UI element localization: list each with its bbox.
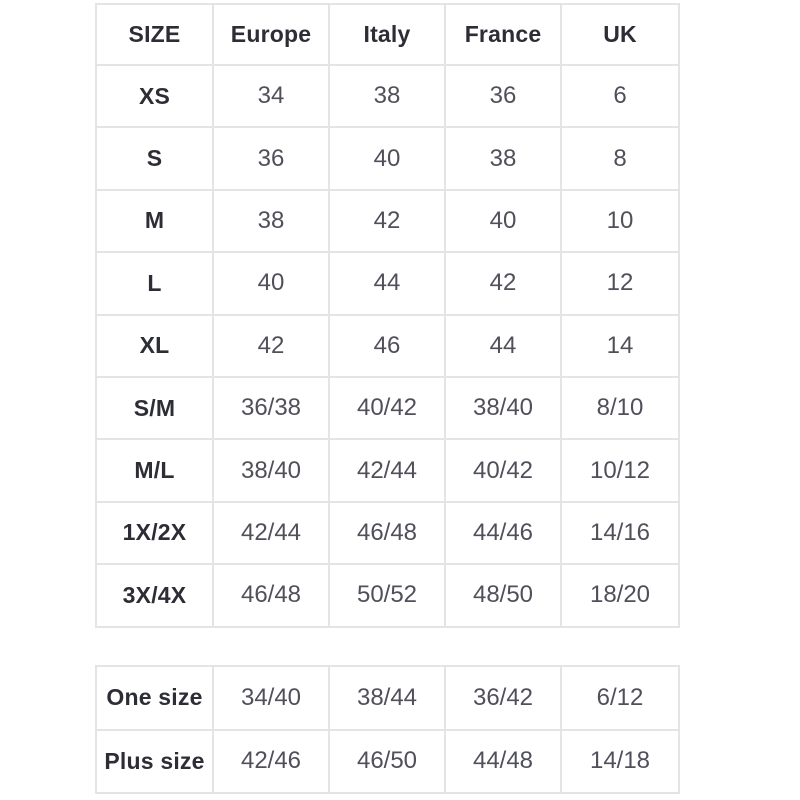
size-table-body bbox=[96, 65, 679, 627]
value-cell: 42 bbox=[213, 315, 329, 377]
column-header-italy: Italy bbox=[329, 4, 445, 65]
column-header-uk: UK bbox=[561, 4, 679, 65]
value-cell: 36 bbox=[445, 65, 561, 127]
value-cell: 44 bbox=[445, 315, 561, 377]
table-row bbox=[96, 315, 679, 377]
value-cell: 40/42 bbox=[329, 377, 445, 439]
row-label: S/M bbox=[96, 377, 213, 439]
row-label: XL bbox=[96, 315, 213, 377]
table-row bbox=[96, 564, 679, 626]
table-row bbox=[96, 190, 679, 252]
value-cell: 50/52 bbox=[329, 564, 445, 626]
value-cell: 38/40 bbox=[213, 439, 329, 501]
table-row bbox=[96, 730, 679, 794]
value-cell: 18/20 bbox=[561, 564, 679, 626]
value-cell: 46/48 bbox=[213, 564, 329, 626]
row-label: XS bbox=[96, 65, 213, 127]
value-cell: 34/40 bbox=[213, 666, 329, 730]
size-conversion-table bbox=[95, 3, 680, 628]
row-label: S bbox=[96, 127, 213, 189]
value-cell: 46/50 bbox=[329, 730, 445, 794]
value-cell: 36/38 bbox=[213, 377, 329, 439]
row-label: 3X/4X bbox=[96, 564, 213, 626]
table-row bbox=[96, 666, 679, 730]
value-cell: 40/42 bbox=[445, 439, 561, 501]
value-cell: 8/10 bbox=[561, 377, 679, 439]
header-row bbox=[96, 4, 679, 65]
value-cell: 44/46 bbox=[445, 502, 561, 564]
value-cell: 6 bbox=[561, 65, 679, 127]
table-row bbox=[96, 127, 679, 189]
value-cell: 42/44 bbox=[213, 502, 329, 564]
value-cell: 46/48 bbox=[329, 502, 445, 564]
value-cell: 38 bbox=[445, 127, 561, 189]
value-cell: 42/44 bbox=[329, 439, 445, 501]
column-header-europe: Europe bbox=[213, 4, 329, 65]
value-cell: 38 bbox=[329, 65, 445, 127]
value-cell: 12 bbox=[561, 252, 679, 314]
special-sizes-table bbox=[95, 665, 680, 794]
value-cell: 46 bbox=[329, 315, 445, 377]
value-cell: 14 bbox=[561, 315, 679, 377]
value-cell: 10 bbox=[561, 190, 679, 252]
row-label: Plus size bbox=[96, 730, 213, 794]
value-cell: 38 bbox=[213, 190, 329, 252]
table-row bbox=[96, 439, 679, 501]
column-header-france: France bbox=[445, 4, 561, 65]
column-header-size: SIZE bbox=[96, 4, 213, 65]
table-row bbox=[96, 65, 679, 127]
value-cell: 40 bbox=[213, 252, 329, 314]
table-row bbox=[96, 252, 679, 314]
row-label: 1X/2X bbox=[96, 502, 213, 564]
value-cell: 38/44 bbox=[329, 666, 445, 730]
value-cell: 38/40 bbox=[445, 377, 561, 439]
value-cell: 42/46 bbox=[213, 730, 329, 794]
value-cell: 6/12 bbox=[561, 666, 679, 730]
value-cell: 42 bbox=[329, 190, 445, 252]
value-cell: 8 bbox=[561, 127, 679, 189]
value-cell: 34 bbox=[213, 65, 329, 127]
special-sizes-table-body bbox=[96, 666, 679, 793]
row-label: L bbox=[96, 252, 213, 314]
value-cell: 40 bbox=[445, 190, 561, 252]
value-cell: 10/12 bbox=[561, 439, 679, 501]
value-cell: 14/16 bbox=[561, 502, 679, 564]
row-label: M/L bbox=[96, 439, 213, 501]
value-cell: 14/18 bbox=[561, 730, 679, 794]
row-label: M bbox=[96, 190, 213, 252]
table-row bbox=[96, 377, 679, 439]
value-cell: 36 bbox=[213, 127, 329, 189]
value-cell: 36/42 bbox=[445, 666, 561, 730]
table-row bbox=[96, 502, 679, 564]
value-cell: 44/48 bbox=[445, 730, 561, 794]
value-cell: 48/50 bbox=[445, 564, 561, 626]
value-cell: 44 bbox=[329, 252, 445, 314]
value-cell: 40 bbox=[329, 127, 445, 189]
value-cell: 42 bbox=[445, 252, 561, 314]
row-label: One size bbox=[96, 666, 213, 730]
